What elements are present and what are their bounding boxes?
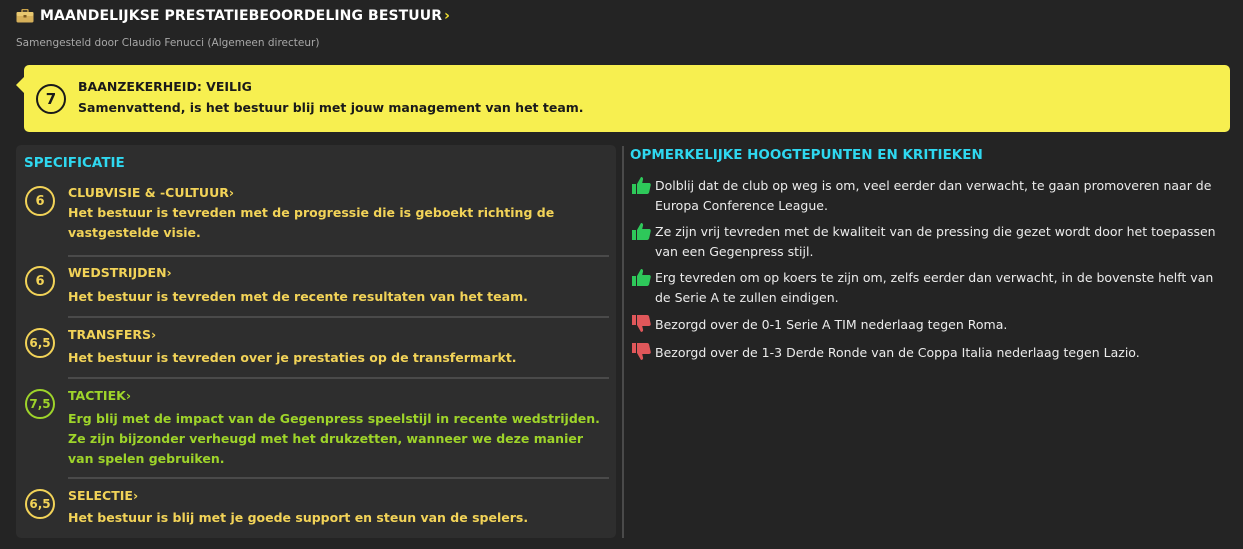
spec-name-text: SELECTIE xyxy=(68,488,133,503)
banner-notch xyxy=(16,77,24,93)
specificatie-title: SPECIFICATIE xyxy=(24,155,125,171)
spec-description: Erg blij met de impact van de Gegenpress speelstijl in recente wedstrijden. Ze zijn bijzonder verheugd met het drukzetten, wanneer we deze manier van spelen gebruiken. xyxy=(68,411,600,466)
column-separator xyxy=(622,146,624,538)
spec-description: Het bestuur is tevreden met de progressie die is geboekt richting de vastgestelde visie. xyxy=(68,205,555,240)
highlight-text: Bezorgd over de 0-1 Serie A TIM nederlaag tegen Roma. xyxy=(655,317,1008,332)
spec-description: Het bestuur is tevreden met de recente resultaten van het team. xyxy=(68,289,528,304)
spec-link-tactiek[interactable] xyxy=(68,388,131,403)
job-security-heading: BAANZEKERHEID: VEILIG xyxy=(78,79,252,94)
thumbs-down-icon xyxy=(630,314,652,334)
highlight-text: Dolblij dat de club op weg is om, veel eerder dan verwacht, te gaan promoveren naar de Europa Conference League. xyxy=(655,178,1212,213)
highlights-title: OPMERKELIJKE HOOGTEPUNTEN EN KRITIEKEN xyxy=(630,147,983,163)
spec-link-clubvisie[interactable] xyxy=(68,185,234,200)
spec-name-text: TRANSFERS xyxy=(68,327,151,342)
score-badge: 6 xyxy=(25,186,55,216)
highlight-text: Ze zijn vrij tevreden met de kwaliteit van de pressing die gezet wordt door het toepassen van een Gegenpress stijl. xyxy=(655,224,1216,259)
spec-description: Het bestuur is tevreden over je prestaties op de transfermarkt. xyxy=(68,350,517,365)
spec-link-transfers[interactable] xyxy=(68,327,156,342)
chevron-right-icon: › xyxy=(166,265,172,280)
page-title-text: MAANDELIJKSE PRESTATIEBEOORDELING BESTUUR xyxy=(40,8,443,24)
job-security-banner xyxy=(24,65,1230,132)
thumbs-up-icon xyxy=(630,221,652,241)
thumbs-up-icon xyxy=(630,175,652,195)
spec-description: Het bestuur is blij met je goede support en steun van de spelers. xyxy=(68,510,529,525)
chevron-right-icon: › xyxy=(151,327,157,342)
score-badge: 7,5 xyxy=(25,389,55,419)
spec-name-text: CLUBVISIE & -CULTUUR xyxy=(68,185,229,200)
divider xyxy=(68,377,609,379)
highlight-item xyxy=(630,176,1230,215)
overall-score-badge: 7 xyxy=(36,84,66,114)
job-security-summary: Samenvattend, is het bestuur blij met jouw management van het team. xyxy=(78,100,584,115)
spec-link-selectie[interactable] xyxy=(68,488,138,503)
highlight-text: Erg tevreden om op koers te zijn om, zelfs eerder dan verwacht, in de bovenste helft van de Serie A te zullen eindigen. xyxy=(655,270,1214,305)
chevron-right-icon: › xyxy=(125,388,131,403)
specificatie-panel xyxy=(16,145,616,538)
chevron-right-icon: › xyxy=(228,185,235,200)
divider xyxy=(68,255,609,257)
thumbs-up-icon xyxy=(630,267,652,287)
score-badge: 6,5 xyxy=(25,489,55,519)
divider xyxy=(68,477,609,479)
highlight-item xyxy=(630,343,1230,363)
highlight-text: Bezorgd over de 1-3 Derde Ronde van de Coppa Italia nederlaag tegen Lazio. xyxy=(655,345,1140,360)
highlight-item xyxy=(630,268,1230,307)
highlight-item xyxy=(630,222,1230,261)
spec-name-text: WEDSTRIJDEN xyxy=(68,265,167,280)
page-subtitle: Samengesteld door Claudio Fenucci (Algemeen directeur) xyxy=(16,37,320,49)
page-header xyxy=(16,8,450,24)
highlight-item xyxy=(630,315,1230,335)
score-badge: 6,5 xyxy=(25,328,55,358)
chevron-right-icon: › xyxy=(444,8,451,24)
chevron-right-icon: › xyxy=(132,488,139,503)
spec-name-text: TACTIEK xyxy=(68,388,126,403)
thumbs-down-icon xyxy=(630,342,652,362)
page-title[interactable] xyxy=(40,8,450,24)
spec-link-wedstrijden[interactable] xyxy=(68,265,172,280)
briefcase-icon xyxy=(16,9,34,23)
score-badge: 6 xyxy=(25,266,55,296)
divider xyxy=(68,316,609,318)
